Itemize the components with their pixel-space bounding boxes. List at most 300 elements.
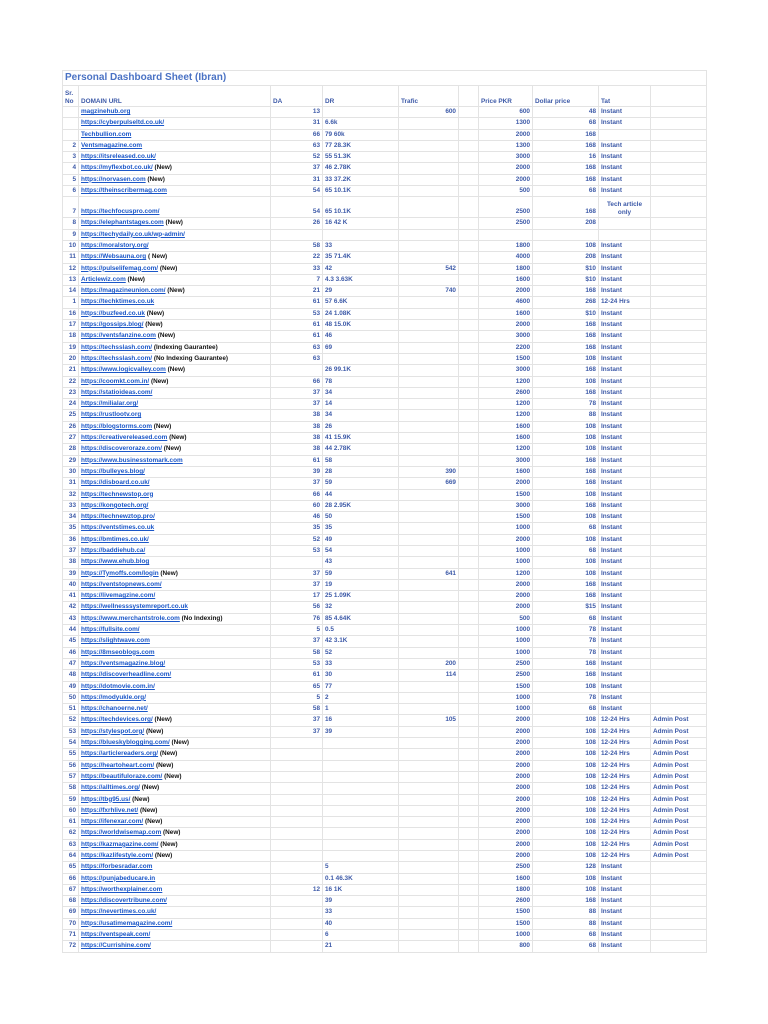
cell-sr-no: 60 [63, 805, 79, 816]
cell-sr-no: 29 [63, 455, 79, 466]
domain-note: (New) [157, 332, 176, 340]
table-row [63, 118, 707, 129]
cell-extra [459, 500, 479, 511]
cell-domain-url [79, 715, 271, 726]
cell-trafic [399, 421, 459, 432]
cell-domain-url [79, 625, 271, 636]
cell-dollar-price: 108 [533, 817, 599, 828]
table-row [63, 218, 707, 229]
cell-sr-no: 3 [63, 152, 79, 163]
cell-da [271, 794, 323, 805]
domain-link[interactable]: https://techsslash.com/ [81, 343, 153, 351]
domain-link[interactable]: https://articlereaders.org/ [81, 750, 159, 758]
domain-link[interactable]: https://itsreleased.co.uk/ [81, 153, 156, 161]
cell-extra [459, 568, 479, 579]
domain-link[interactable]: https://coomkt.com.in/ [81, 377, 150, 385]
cell-notes [651, 444, 707, 455]
cell-domain-url [79, 286, 271, 297]
cell-tat: Instant [599, 534, 651, 545]
cell-domain-url [79, 186, 271, 197]
cell-price-pkr: 2500 [479, 658, 533, 669]
domain-note: (New) [160, 569, 178, 577]
cell-da: 65 [271, 681, 323, 692]
header-da: DA [271, 86, 323, 107]
cell-price-pkr: 1200 [479, 410, 533, 421]
cell-dr: 46 2.78K [323, 163, 399, 174]
domain-note: (New) [153, 422, 172, 430]
cell-price-pkr: 1200 [479, 376, 533, 387]
cell-da: 21 [271, 286, 323, 297]
cell-dr: 78 [323, 376, 399, 387]
domain-link[interactable]: https://slightwave.com [81, 637, 150, 645]
domain-link[interactable]: https://ifenexar.com/ [81, 818, 144, 826]
cell-tat: Instant [599, 591, 651, 602]
cell-trafic [399, 320, 459, 331]
cell-trafic: 390 [399, 466, 459, 477]
table-row [63, 410, 707, 421]
domain-link[interactable]: https://bulleyes.blog/ [81, 467, 145, 475]
domain-link[interactable]: https://fullsite.com/ [81, 626, 140, 634]
cell-tat: Instant [599, 399, 651, 410]
cell-dr: 6.6k [323, 118, 399, 129]
cell-dr: 28 [323, 466, 399, 477]
table-row [63, 918, 707, 929]
cell-trafic [399, 794, 459, 805]
domain-link[interactable]: https://modyukle.org/ [81, 693, 146, 701]
domain-link[interactable]: magzinehub.org [81, 108, 131, 115]
cell-da: 5 [271, 625, 323, 636]
cell-dollar-price: 168 [533, 670, 599, 681]
cell-notes [651, 433, 707, 444]
domain-link[interactable]: Techbullion.com [81, 130, 132, 138]
domain-link[interactable]: https://myflexbot.co.uk/ [81, 164, 153, 172]
cell-dr: 24 1.08K [323, 308, 399, 319]
domain-link[interactable]: https://www.logicvalley.com [81, 366, 166, 374]
cell-dr: 44 [323, 489, 399, 500]
cell-dr [323, 783, 399, 794]
domain-link[interactable]: https://baddiehub.ca/ [81, 546, 146, 554]
cell-domain-url [79, 602, 271, 613]
domain-link[interactable]: https://ventspeak.com/ [81, 931, 151, 939]
cell-notes: Admin Post [651, 715, 707, 726]
domain-link[interactable]: https://blueskyblogging.com/ [81, 739, 170, 747]
cell-dr: 32 [323, 602, 399, 613]
cell-tat: Instant [599, 163, 651, 174]
cell-notes: Admin Post [651, 828, 707, 839]
cell-tat: Instant [599, 263, 651, 274]
header-sr-no: Sr. No [63, 86, 79, 107]
table-row [63, 817, 707, 828]
cell-extra [459, 163, 479, 174]
cell-price-pkr: 2000 [479, 163, 533, 174]
cell-dr: 26 [323, 421, 399, 432]
cell-sr-no: 71 [63, 930, 79, 941]
cell-dr: 52 [323, 647, 399, 658]
cell-da: 66 [271, 376, 323, 387]
cell-tat: Instant [599, 421, 651, 432]
cell-notes [651, 252, 707, 263]
domain-link[interactable]: https://forbesradar.com [81, 863, 153, 871]
cell-extra [459, 523, 479, 534]
cell-da: 31 [271, 118, 323, 129]
cell-extra [459, 828, 479, 839]
domain-link[interactable]: https://norvasen.com [81, 175, 146, 183]
cell-sr-no: 45 [63, 636, 79, 647]
cell-domain-url [79, 478, 271, 489]
cell-da: 56 [271, 602, 323, 613]
cell-notes: Admin Post [651, 738, 707, 749]
cell-domain-url [79, 410, 271, 421]
cell-domain-url [79, 252, 271, 263]
domain-link[interactable]: https://techktimes.co.uk [81, 298, 155, 306]
cell-tat: Instant [599, 320, 651, 331]
header-notes [651, 86, 707, 107]
cell-dr [323, 229, 399, 240]
cell-notes [651, 421, 707, 432]
cell-dr: 4.3 3.63K [323, 274, 399, 285]
domain-note: (No Indexing Gaurantee) [153, 354, 229, 362]
domain-link[interactable]: https://ventsfanzine.com [81, 332, 156, 340]
cell-price-pkr: 2000 [479, 591, 533, 602]
domain-link[interactable]: https://tbg95.us/ [81, 795, 131, 803]
cell-domain-url [79, 749, 271, 760]
cell-dr [323, 760, 399, 771]
cell-extra [459, 839, 479, 850]
domain-note: (New) [141, 784, 160, 792]
cell-tat [599, 218, 651, 229]
cell-tat: Instant [599, 387, 651, 398]
domain-link[interactable]: https://fxrhlive.net/ [81, 806, 139, 814]
domain-link[interactable]: https://Currishine.com/ [81, 942, 151, 950]
domain-link[interactable]: https://discoveroraze.com/ [81, 445, 162, 453]
cell-sr-no: 38 [63, 557, 79, 568]
domain-link[interactable]: https://usatimemagazine.com/ [81, 919, 173, 927]
cell-dr: 79 60k [323, 129, 399, 140]
cell-sr-no: 50 [63, 692, 79, 703]
domain-link[interactable]: https://rustlootv.org [81, 411, 142, 419]
cell-price-pkr: 1800 [479, 884, 533, 895]
domain-link[interactable]: https://moralstory.org/ [81, 241, 149, 249]
cell-trafic [399, 455, 459, 466]
domain-link[interactable]: https://ventstopnews.com/ [81, 580, 162, 588]
cell-dollar-price: 48 [533, 107, 599, 118]
domain-link[interactable]: https://livemagzine.com/ [81, 592, 156, 600]
domain-link[interactable]: https://kazlifestyle.com/ [81, 852, 154, 859]
cell-dollar-price: 68 [533, 704, 599, 715]
cell-tat: 12-24 Hrs [599, 805, 651, 816]
cell-dr: 26 99.1K [323, 365, 399, 376]
cell-da: 13 [271, 107, 323, 118]
domain-link[interactable]: https://8mseoblogs.com [81, 648, 155, 656]
cell-da: 66 [271, 129, 323, 140]
cell-domain-url [79, 308, 271, 319]
cell-trafic [399, 579, 459, 590]
cell-trafic [399, 489, 459, 500]
domain-link[interactable]: https://ventstimes.co.uk [81, 524, 155, 532]
cell-sr-no: 33 [63, 500, 79, 511]
domain-link[interactable]: https://heartoheart.com/ [81, 761, 155, 769]
cell-domain-url [79, 444, 271, 455]
cell-tat: Instant [599, 930, 651, 941]
cell-extra [459, 760, 479, 771]
cell-notes [651, 896, 707, 907]
domain-link[interactable]: Ventsmagazine.com [81, 141, 143, 149]
domain-link[interactable]: https://statioideas.com/ [81, 388, 153, 396]
sheet-title: Personal Dashboard Sheet (Ibran) [63, 71, 707, 86]
cell-da: 12 [271, 884, 323, 895]
cell-dr: 59 [323, 568, 399, 579]
cell-sr-no: 41 [63, 591, 79, 602]
cell-price-pkr: 1200 [479, 444, 533, 455]
domain-link[interactable]: https://magazineunion.com/ [81, 287, 166, 295]
cell-trafic [399, 692, 459, 703]
cell-trafic [399, 862, 459, 873]
cell-tat: Instant [599, 286, 651, 297]
domain-link[interactable]: https://ventsmagazine.blog/ [81, 659, 166, 667]
domain-link[interactable]: https://techydaily.co.uk/wp-admin/ [81, 230, 185, 238]
cell-domain-url [79, 738, 271, 749]
cell-sr-no: 49 [63, 681, 79, 692]
cell-notes [651, 658, 707, 669]
cell-dollar-price: 168 [533, 197, 599, 218]
domain-link[interactable]: https://stylespot.org/ [81, 727, 145, 735]
cell-tat: Instant [599, 636, 651, 647]
cell-trafic [399, 197, 459, 218]
cell-dollar-price: $10 [533, 263, 599, 274]
cell-extra [459, 636, 479, 647]
cell-trafic [399, 331, 459, 342]
table-row [63, 873, 707, 884]
cell-da: 61 [271, 331, 323, 342]
domain-link[interactable]: https://gossips.blog/ [81, 321, 144, 329]
domain-link[interactable]: https://wellnesssystemreport.co.uk [81, 603, 188, 611]
cell-dr: 19 [323, 579, 399, 590]
domain-link[interactable]: https://creativereleased.com [81, 434, 168, 442]
cell-sr-no: 27 [63, 433, 79, 444]
title-row [63, 71, 707, 86]
cell-domain-url [79, 670, 271, 681]
table-row [63, 658, 707, 669]
cell-tat: Instant [599, 884, 651, 895]
domain-link[interactable]: https://blogstorms.com [81, 422, 153, 430]
cell-trafic [399, 839, 459, 850]
table-row [63, 500, 707, 511]
cell-price-pkr: 1500 [479, 681, 533, 692]
cell-tat: Instant [599, 331, 651, 342]
cell-dollar-price: 108 [533, 376, 599, 387]
domain-link[interactable]: Articlewiz.com [81, 275, 126, 283]
domain-link[interactable]: https://bmtimes.co.uk/ [81, 535, 149, 543]
cell-dr: 65 10.1K [323, 197, 399, 218]
cell-price-pkr: 2600 [479, 387, 533, 398]
cell-extra [459, 602, 479, 613]
cell-dr: 33 [323, 658, 399, 669]
cell-notes [651, 174, 707, 185]
cell-trafic [399, 174, 459, 185]
domain-link[interactable]: https://Tymoffs.com/login [81, 569, 159, 577]
domain-link[interactable]: https://theinscribermag.com [81, 187, 167, 195]
cell-tat: Instant [599, 704, 651, 715]
cell-sr-no: 5 [63, 174, 79, 185]
dashboard-sheet [62, 70, 707, 953]
cell-tat: Instant [599, 107, 651, 118]
domain-link[interactable]: https://disboard.co.uk/ [81, 479, 150, 487]
cell-trafic [399, 602, 459, 613]
cell-trafic [399, 387, 459, 398]
domain-link[interactable]: https://techfocuspro.com/ [81, 208, 160, 216]
cell-dollar-price: 168 [533, 591, 599, 602]
table-row [63, 884, 707, 895]
cell-domain-url [79, 218, 271, 229]
table-row [63, 636, 707, 647]
cell-da: 61 [271, 455, 323, 466]
domain-link[interactable]: https://pulselifemag.com/ [81, 264, 159, 272]
domain-link[interactable]: https://discovertribune.com/ [81, 897, 167, 905]
cell-extra [459, 444, 479, 455]
cell-sr-no: 12 [63, 263, 79, 274]
table-row [63, 342, 707, 353]
cell-extra [459, 681, 479, 692]
cell-trafic [399, 186, 459, 197]
cell-sr-no: 16 [63, 308, 79, 319]
cell-sr-no: 20 [63, 353, 79, 364]
cell-extra [459, 783, 479, 794]
cell-dollar-price: 108 [533, 433, 599, 444]
cell-trafic [399, 681, 459, 692]
domain-link[interactable]: https://nevertimes.co.uk/ [81, 908, 157, 916]
cell-notes [651, 704, 707, 715]
domain-note: (New) [171, 739, 189, 747]
cell-domain-url [79, 873, 271, 884]
cell-price-pkr: 1600 [479, 421, 533, 432]
cell-notes [651, 647, 707, 658]
cell-tat: Instant [599, 545, 651, 556]
cell-sr-no: 1 [63, 297, 79, 308]
cell-trafic [399, 308, 459, 319]
table-row [63, 297, 707, 308]
cell-price-pkr: 1600 [479, 466, 533, 477]
cell-da: 60 [271, 500, 323, 511]
domain-note: (No Indexing) [181, 614, 223, 622]
cell-extra [459, 489, 479, 500]
cell-sr-no: 14 [63, 286, 79, 297]
cell-dr: 35 [323, 523, 399, 534]
cell-dr: 33 [323, 907, 399, 918]
domain-link[interactable]: https://punjabeducare.in [81, 874, 156, 882]
domain-link[interactable]: https://discoverheadline.com/ [81, 671, 172, 679]
cell-domain-url [79, 152, 271, 163]
domain-link[interactable]: https://milialar.org/ [81, 400, 139, 408]
domain-link[interactable]: https://kongotech.org/ [81, 501, 149, 509]
cell-trafic: 740 [399, 286, 459, 297]
cell-notes [651, 129, 707, 140]
domain-link[interactable]: https://cyberpulseltd.co.uk/ [81, 119, 165, 127]
domain-link[interactable]: https://alltimes.org/ [81, 784, 140, 792]
cell-dr: 49 [323, 534, 399, 545]
cell-dollar-price: 108 [533, 738, 599, 749]
cell-domain-url [79, 399, 271, 410]
domain-link[interactable]: https://www.merchantstrole.com [81, 614, 180, 622]
domain-link[interactable]: https://chanoerne.net/ [81, 705, 148, 713]
table-row [63, 726, 707, 737]
cell-notes [651, 466, 707, 477]
cell-dr: 40 [323, 918, 399, 929]
cell-domain-url [79, 636, 271, 647]
cell-dr [323, 794, 399, 805]
domain-note: (New) [165, 219, 183, 227]
cell-dollar-price: 78 [533, 636, 599, 647]
cell-da [271, 851, 323, 862]
cell-extra [459, 107, 479, 118]
domain-link[interactable]: https://worthexplainer.com [81, 885, 163, 893]
cell-tat: Instant [599, 568, 651, 579]
domain-link[interactable]: https://techsslash.com/ [81, 354, 153, 362]
cell-domain-url [79, 240, 271, 251]
table-row [63, 534, 707, 545]
cell-extra [459, 197, 479, 218]
cell-notes [651, 523, 707, 534]
domain-note: (New) [160, 840, 178, 848]
domain-link[interactable]: https://beautifuloraze.com/ [81, 772, 163, 780]
cell-da: 61 [271, 670, 323, 681]
cell-dr [323, 817, 399, 828]
table-row [63, 557, 707, 568]
domain-link[interactable]: https://www.businesstomark.com [81, 456, 183, 464]
domain-link[interactable]: https://elephantstages.com [81, 219, 164, 227]
domain-link[interactable]: https://dotmovie.com.in/ [81, 682, 155, 690]
cell-price-pkr: 4600 [479, 297, 533, 308]
cell-sr-no: 28 [63, 444, 79, 455]
domain-note: (New) [145, 727, 164, 735]
table-row [63, 478, 707, 489]
cell-tat: 12-24 Hrs [599, 851, 651, 862]
cell-price-pkr: 1200 [479, 399, 533, 410]
cell-notes [651, 365, 707, 376]
domain-link[interactable]: https://buzfeed.co.uk [81, 309, 145, 317]
table-row [63, 704, 707, 715]
cell-dollar-price: 68 [533, 523, 599, 534]
cell-price-pkr: 2000 [479, 749, 533, 760]
domain-link[interactable]: https://technewstop.org [81, 490, 154, 498]
cell-domain-url [79, 760, 271, 771]
cell-domain-url [79, 512, 271, 523]
table-row [63, 828, 707, 839]
cell-dollar-price: 108 [533, 749, 599, 760]
cell-dr: 6 [323, 930, 399, 941]
cell-notes [651, 376, 707, 387]
domain-link[interactable]: https://www.ehub.blog [81, 558, 150, 566]
cell-dr [323, 749, 399, 760]
domain-link[interactable]: https://worldwisemap.com [81, 829, 162, 837]
cell-sr-no: 51 [63, 704, 79, 715]
domain-link[interactable]: https://techdevices.org/ [81, 716, 153, 724]
domain-link[interactable]: https://kazmagazine.com/ [81, 840, 159, 848]
cell-sr-no: 48 [63, 670, 79, 681]
cell-tat: Instant [599, 500, 651, 511]
cell-dr [323, 805, 399, 816]
cell-da: 17 [271, 591, 323, 602]
cell-price-pkr: 500 [479, 613, 533, 624]
cell-domain-url [79, 828, 271, 839]
cell-dollar-price: 108 [533, 771, 599, 782]
cell-extra [459, 455, 479, 466]
cell-sr-no: 42 [63, 602, 79, 613]
domain-link[interactable]: https://technewztop.pro/ [81, 513, 155, 521]
cell-dollar-price: 168 [533, 896, 599, 907]
domain-link[interactable]: https://Websauna.org [81, 253, 147, 261]
cell-trafic [399, 941, 459, 952]
cell-dollar-price: 108 [533, 828, 599, 839]
